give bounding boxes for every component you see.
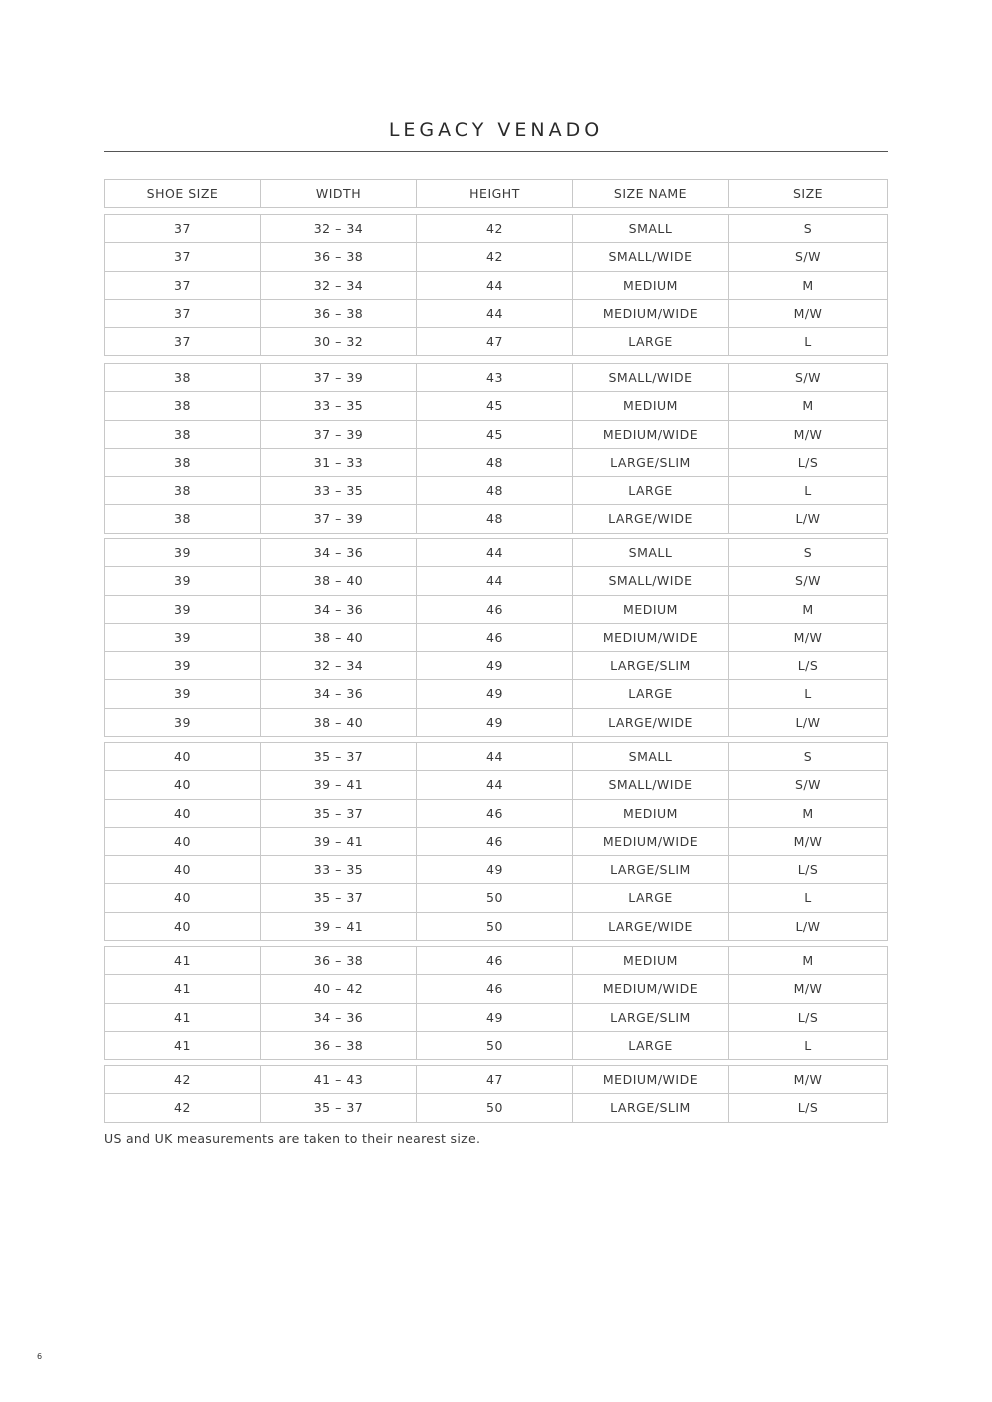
table-cell: 47 [417,328,573,355]
table-row [105,975,887,1003]
table-cell: 32 – 34 [261,652,417,679]
table-cell: S/W [794,370,821,385]
table-cell: 36 – 38 [261,947,417,974]
table-row [105,652,887,680]
table-cell: 40 [105,771,261,798]
size-group [104,946,888,1060]
size-group [104,742,888,941]
table-cell: L [804,1037,812,1053]
page-title: LEGACY VENADO [388,119,604,141]
table-cell: L [804,483,812,499]
table-cell: 46 [417,975,573,1002]
table-cell: L/S [797,1100,819,1116]
table-cell: 49 [417,1004,573,1031]
table-cell: 50 [417,913,573,940]
table-cell: 48 [417,449,573,476]
table-row [105,272,887,300]
table-cell: S [803,545,813,560]
table-cell: 44 [417,771,573,798]
table-cell: 49 [417,680,573,707]
column-header: SIZE NAME [573,180,729,207]
table-cell: 49 [417,709,573,736]
table-row [105,328,887,356]
table-cell: 38 [105,364,261,391]
table-cell: 46 [417,596,573,623]
table-cell: 50 [417,1094,573,1121]
table-row [105,800,887,828]
table-cell: SMALL/WIDE [573,567,729,594]
table-cell: LARGE/SLIM [573,856,729,883]
table-cell: 42 [105,1094,261,1121]
table-cell: M/W [793,426,823,442]
table-row [105,856,887,884]
table-cell: 41 – 43 [261,1066,417,1093]
table-cell: 39 – 41 [261,771,417,798]
table-cell: 31 – 33 [261,449,417,476]
size-group [104,214,888,356]
column-header: HEIGHT [417,180,573,207]
table-cell: 37 – 39 [261,421,417,448]
table-cell: 49 [417,856,573,883]
table-row [105,300,887,328]
table-cell: L/S [797,862,819,878]
table-cell: 44 [417,567,573,594]
table-cell: MEDIUM [573,800,729,827]
table-row [105,449,887,477]
table-cell: M/W [793,1072,823,1087]
table-cell: S/W [794,777,821,793]
table-row [105,505,887,533]
table-cell: L/S [797,658,819,674]
table-row [105,539,887,567]
table-cell: SMALL/WIDE [573,364,729,391]
table-cell: L [804,686,812,702]
table-cell: 36 – 38 [261,300,417,327]
table-cell: MEDIUM/WIDE [573,1066,729,1093]
table-cell: 38 [105,505,261,532]
table-cell: 46 [417,800,573,827]
size-group [104,538,888,737]
table-cell: 39 [105,709,261,736]
table-row [105,1066,887,1094]
table-cell: 39 [105,680,261,707]
table-cell: LARGE/WIDE [573,505,729,532]
table-cell: SMALL [573,539,729,566]
table-cell: 42 [417,215,573,242]
table-cell: S/W [794,249,821,265]
table-cell: M [802,805,814,821]
table-cell: M/W [793,981,823,997]
size-group [104,1065,888,1123]
table-cell: 33 – 35 [261,856,417,883]
table-cell: 34 – 36 [261,596,417,623]
table-cell: 46 [417,947,573,974]
table-cell: 39 – 41 [261,913,417,940]
footnote: US and UK measurements are taken to their nearest size. [104,1131,481,1146]
table-cell: 33 – 35 [261,392,417,419]
table-cell: MEDIUM [573,947,729,974]
table-cell: 45 [417,392,573,419]
table-cell: 38 – 40 [261,624,417,651]
table-row [105,1032,887,1060]
table-row [105,364,887,392]
table-cell: 35 – 37 [261,1094,417,1121]
table-row [105,421,887,449]
table-cell: LARGE/SLIM [573,1004,729,1031]
table-cell: 46 [417,624,573,651]
table-cell: MEDIUM [573,596,729,623]
table-cell: LARGE/WIDE [573,709,729,736]
table-cell: 38 [105,477,261,504]
table-cell: 33 – 35 [261,477,417,504]
table-cell: 36 – 38 [261,243,417,270]
table-row [105,477,887,505]
table-cell: 41 [105,975,261,1002]
table-cell: L [804,890,812,906]
table-cell: 37 – 39 [261,505,417,532]
table-cell: 39 [105,652,261,679]
table-row [105,215,887,243]
table-cell: 39 [105,596,261,623]
table-cell: 40 [105,800,261,827]
table-cell: LARGE [573,328,729,355]
table-cell: MEDIUM [573,392,729,419]
table-cell: 34 – 36 [261,539,417,566]
table-cell: 45 [417,421,573,448]
table-cell: 41 [105,947,261,974]
table-cell: 40 [105,913,261,940]
table-cell: MEDIUM/WIDE [573,300,729,327]
table-row [105,680,887,708]
table-cell: M [802,398,814,414]
table-cell: 39 [105,624,261,651]
table-cell: L/W [795,511,821,527]
table-cell: S [803,749,813,764]
column-header: WIDTH [261,180,417,207]
table-row [105,884,887,912]
table-cell: 44 [417,272,573,299]
table-cell: 43 [417,364,573,391]
table-cell: L/W [795,714,821,730]
table-cell: 37 [105,272,261,299]
table-cell: 38 [105,392,261,419]
table-cell: M [802,601,814,617]
table-cell: 40 [105,884,261,911]
table-row [105,947,887,975]
table-cell: 50 [417,884,573,911]
table-cell: 41 [105,1004,261,1031]
table-cell: 46 [417,828,573,855]
table-cell: 47 [417,1066,573,1093]
size-group [104,363,888,534]
table-cell: 35 – 37 [261,884,417,911]
table-cell: 37 [105,300,261,327]
table-row [105,624,887,652]
table-cell: 40 [105,828,261,855]
table-cell: 48 [417,477,573,504]
table-cell: 39 [105,539,261,566]
table-row [105,828,887,856]
table-row [105,1094,887,1122]
table-cell: MEDIUM/WIDE [573,421,729,448]
table-row [105,392,887,420]
table-cell: 38 – 40 [261,567,417,594]
table-cell: SMALL/WIDE [573,771,729,798]
table-cell: M/W [793,305,823,321]
table-cell: 37 [105,215,261,242]
table-header [104,179,888,208]
table-row [105,709,887,737]
column-header: SHOE SIZE [105,180,261,207]
column-header: SIZE [792,186,824,201]
table-cell: S/W [794,573,821,589]
table-row [105,913,887,941]
table-cell: MEDIUM/WIDE [573,828,729,855]
table-cell: 44 [417,300,573,327]
table-cell: 32 – 34 [261,215,417,242]
table-cell: 35 – 37 [261,800,417,827]
table-cell: LARGE [573,477,729,504]
table-cell: 40 [105,856,261,883]
table-cell: 38 [105,449,261,476]
table-cell: LARGE/SLIM [573,449,729,476]
table-cell: L/S [797,1009,819,1025]
table-cell: 49 [417,652,573,679]
table-cell: SMALL/WIDE [573,243,729,270]
header-row [105,180,887,208]
table-cell: MEDIUM/WIDE [573,624,729,651]
table-cell: 41 [105,1032,261,1059]
table-cell: 39 – 41 [261,828,417,855]
table-cell: 35 – 37 [261,743,417,770]
table-row [105,1004,887,1032]
table-cell: 37 – 39 [261,364,417,391]
table-cell: L/S [797,454,819,470]
table-cell: 36 – 38 [261,1032,417,1059]
table-row [105,243,887,271]
table-cell: 44 [417,743,573,770]
table-cell: MEDIUM/WIDE [573,975,729,1002]
table-cell: LARGE/WIDE [573,913,729,940]
table-cell: LARGE [573,680,729,707]
table-cell: 40 – 42 [261,975,417,1002]
table-cell: 34 – 36 [261,680,417,707]
table-cell: M/W [793,629,823,645]
table-cell: LARGE/SLIM [573,1094,729,1121]
table-cell: S [803,221,813,236]
table-cell: MEDIUM [573,272,729,299]
table-row [105,743,887,771]
table-cell: 44 [417,539,573,566]
table-cell: SMALL [573,215,729,242]
table-row [105,596,887,624]
table-cell: 38 – 40 [261,709,417,736]
table-row [105,771,887,799]
table-cell: 42 [105,1066,261,1093]
table-cell: 30 – 32 [261,328,417,355]
table-cell: L/W [795,918,821,934]
table-cell: LARGE/SLIM [573,652,729,679]
table-cell: 37 [105,243,261,270]
page-number: 6 [37,1352,43,1361]
table-row [105,567,887,595]
table-cell: L [804,334,812,350]
table-cell: M [802,953,814,968]
table-cell: 48 [417,505,573,532]
table-cell: 39 [105,567,261,594]
table-cell: 40 [105,743,261,770]
table-cell: LARGE [573,884,729,911]
table-cell: 34 – 36 [261,1004,417,1031]
title-divider [104,151,888,152]
table-cell: SMALL [573,743,729,770]
table-cell: 42 [417,243,573,270]
table-cell: 50 [417,1032,573,1059]
table-cell: 32 – 34 [261,272,417,299]
table-cell: M [802,277,814,293]
table-cell: M/W [793,833,823,849]
table-cell: 38 [105,421,261,448]
table-cell: LARGE [573,1032,729,1059]
table-cell: 37 [105,328,261,355]
